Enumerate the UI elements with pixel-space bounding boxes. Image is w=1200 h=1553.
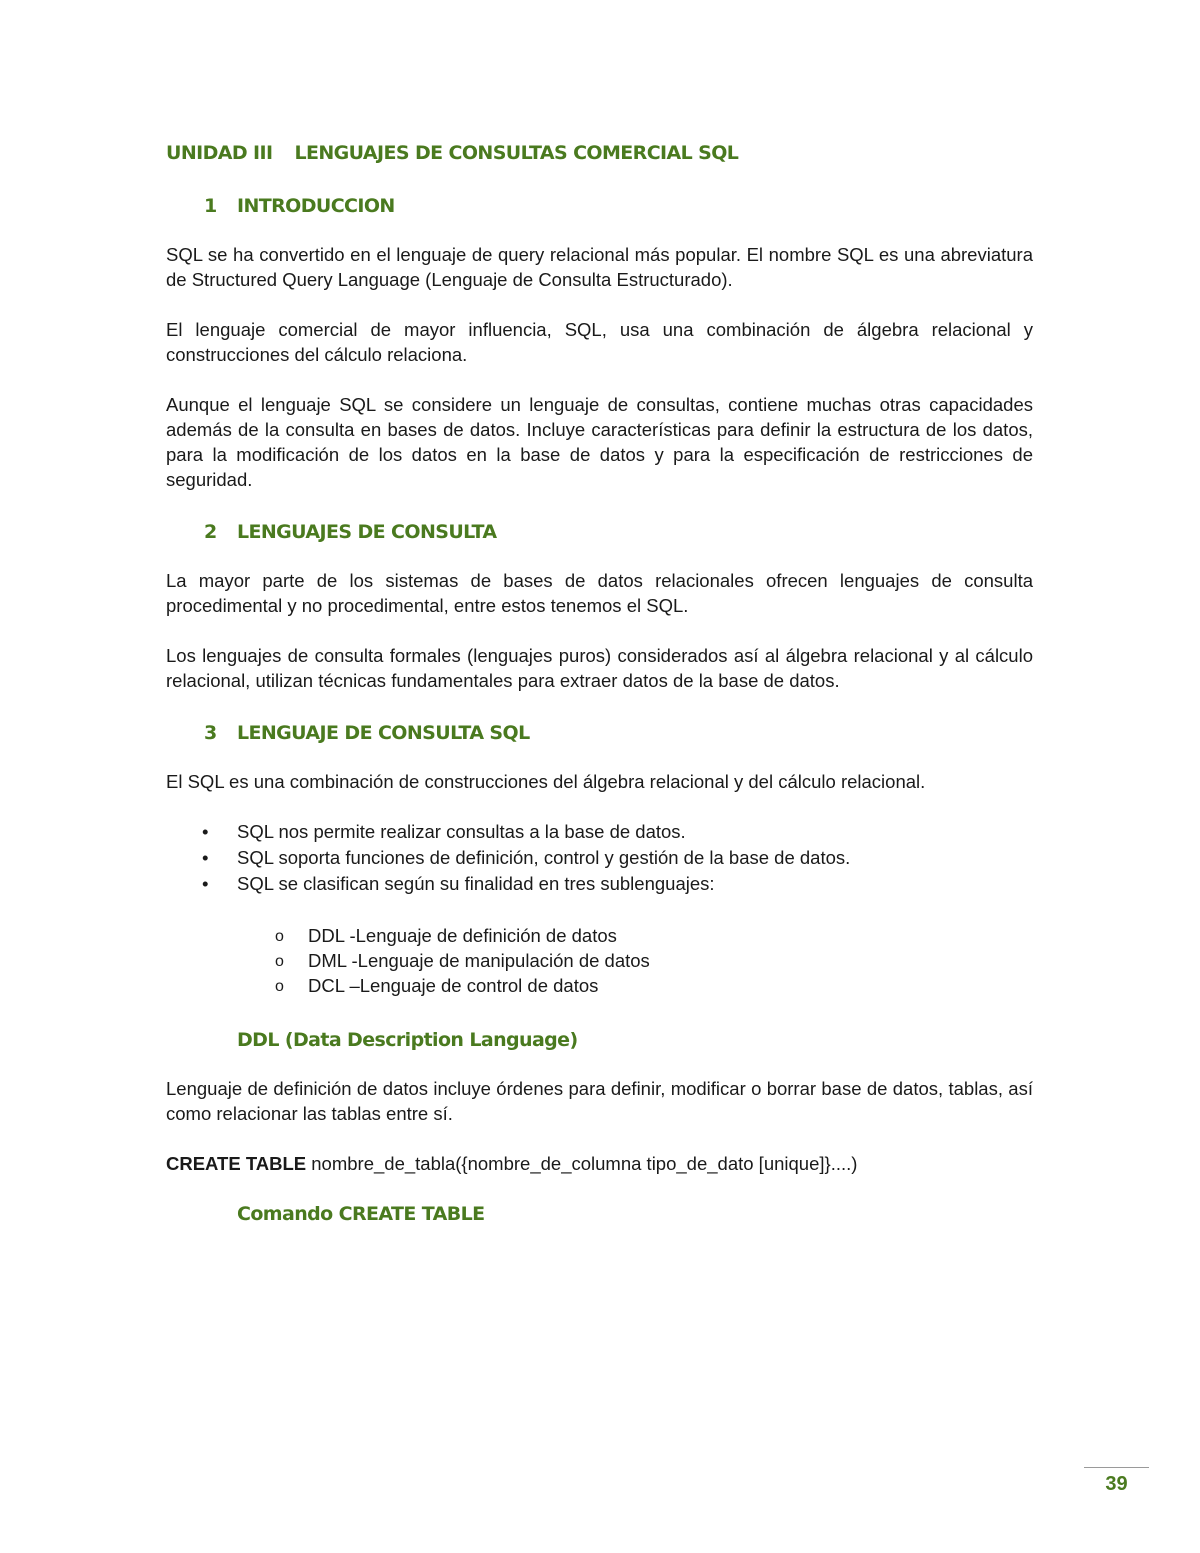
create-table-heading: Comando CREATE TABLE <box>237 1203 485 1225</box>
ddl-paragraph: Lenguaje de definición de datos incluye órdenes para definir, modificar o borrar base de datos, tablas, así como relacionar las tablas entre sí. <box>166 1078 1033 1124</box>
unit-title-text: LENGUAJES DE CONSULTAS COMERCIAL SQL <box>294 142 739 164</box>
circle-bullet-icon: o <box>275 978 284 995</box>
intro-paragraph-1: SQL se ha convertido en el lenguaje de query relacional más popular. El nombre SQL es una abreviatura de Structured Query Language (Lenguaje de Consulta Estructurado). <box>166 244 1033 290</box>
sublanguage-text: DCL –Lenguaje de control de datos <box>308 975 599 996</box>
syntax-keyword: CREATE TABLE <box>166 1153 307 1174</box>
sublanguage-list <box>166 923 1033 998</box>
sql-bullet-list <box>166 819 1033 897</box>
section-3-heading <box>166 718 1033 748</box>
sublanguage-text: DML -Lenguaje de manipulación de datos <box>308 950 650 971</box>
section-2-number: 2 <box>204 521 217 543</box>
section-3-title: LENGUAJE DE CONSULTA SQL <box>237 722 530 744</box>
intro-paragraph-2: El lenguaje comercial de mayor influencia, SQL, usa una combinación de álgebra relacional y construcciones del cálculo relaciona. <box>166 319 1033 365</box>
list-item <box>166 819 1033 845</box>
section-1-number: 1 <box>204 195 217 217</box>
page-number: 39 <box>1105 1473 1128 1495</box>
section-2-heading <box>166 517 1033 547</box>
sublanguage-text: DDL -Lenguaje de definición de datos <box>308 925 617 946</box>
list-item <box>166 948 1033 973</box>
syntax-rest: nombre_de_tabla({nombre_de_columna tipo_de_dato [unique]}....) <box>306 1153 858 1174</box>
section-2-title: LENGUAJES DE CONSULTA <box>237 521 497 543</box>
bullet-icon: • <box>202 821 209 842</box>
list-item <box>166 923 1033 948</box>
section-1-heading <box>166 191 1033 221</box>
unit-label: UNIDAD III <box>166 142 273 164</box>
list-item <box>166 845 1033 871</box>
bullet-icon: • <box>202 847 209 868</box>
unit-title <box>166 138 1033 168</box>
bullet-text: SQL se clasifican según su finalidad en tres sublenguajes: <box>237 873 715 894</box>
section-3-number: 3 <box>204 722 217 744</box>
sql-paragraph-1: El SQL es una combinación de construcciones del álgebra relacional y del cálculo relacional. <box>166 771 926 792</box>
bullet-text: SQL soporta funciones de definición, control y gestión de la base de datos. <box>237 847 851 868</box>
bullet-text: SQL nos permite realizar consultas a la base de datos. <box>237 821 686 842</box>
intro-paragraph-3: Aunque el lenguaje SQL se considere un lenguaje de consultas, contiene muchas otras capacidades además de la consulta en bases de datos. Incluye características para definir la estructura de los datos, para la modificación de los datos en la base de datos y para la especificación de restricciones de seguridad. <box>166 394 1033 490</box>
query-languages-paragraph-1: La mayor parte de los sistemas de bases de datos relacionales ofrecen lenguajes de consulta procedimental y no procedimental, entre estos tenemos el SQL. <box>166 570 1033 616</box>
bullet-icon: • <box>202 873 209 894</box>
document-page <box>166 138 1033 1250</box>
section-1-title: INTRODUCCION <box>237 195 395 217</box>
ddl-heading: DDL (Data Description Language) <box>237 1029 578 1051</box>
create-table-syntax <box>166 1151 1033 1176</box>
list-item <box>166 973 1033 998</box>
query-languages-paragraph-2: Los lenguajes de consulta formales (lenguajes puros) considerados así al álgebra relacional y al cálculo relacional, utilizan técnicas fundamentales para extraer datos de la base de datos. <box>166 645 1033 691</box>
list-item <box>166 871 1033 897</box>
circle-bullet-icon: o <box>275 953 284 970</box>
circle-bullet-icon: o <box>275 928 284 945</box>
footer-divider <box>1084 1467 1149 1468</box>
